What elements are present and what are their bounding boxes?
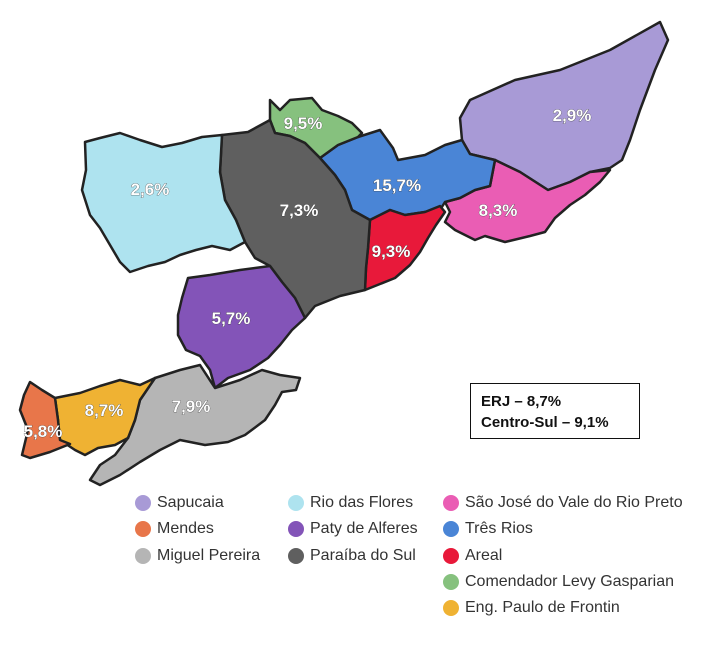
label-miguel-pereira: 7,9%	[171, 397, 211, 416]
legend-label: Comendador Levy Gasparian	[465, 573, 675, 590]
legend-label: Paraíba do Sul	[310, 547, 416, 564]
legend-label: Três Rios	[465, 520, 533, 537]
region-rio-das-flores[interactable]	[82, 133, 245, 272]
label-areal: 9,3%	[371, 242, 411, 261]
stat-erj: ERJ – 8,7%	[481, 393, 562, 410]
label-tres-rios: 15,7%	[372, 176, 422, 195]
legend-label: Areal	[465, 547, 503, 564]
legend-label: Eng. Paulo de Frontin	[465, 599, 620, 616]
label-mendes: 5,8%	[23, 422, 63, 441]
label-paty-de-alferes: 5,7%	[211, 309, 251, 328]
legend-label: Mendes	[157, 520, 214, 537]
label-sapucaia: 2,9%	[552, 106, 592, 125]
label-eng-paulo: 8,7%	[84, 401, 124, 420]
legend-label: Paty de Alferes	[310, 520, 418, 537]
label-paraiba-do-sul: 7,3%	[279, 201, 319, 220]
legend-label: Rio das Flores	[310, 494, 414, 511]
label-rio-das-flores: 2,6%	[130, 180, 170, 199]
label-sao-jose: 8,3%	[478, 201, 518, 220]
summary-stats-box	[470, 383, 640, 439]
stat-centro-sul: Centro-Sul – 9,1%	[481, 414, 609, 431]
label-comendador: 9,5%	[283, 114, 323, 133]
legend-label: Miguel Pereira	[157, 547, 261, 564]
legend-label: São José do Vale do Rio Preto	[465, 494, 683, 511]
legend-label: Sapucaia	[157, 494, 224, 511]
